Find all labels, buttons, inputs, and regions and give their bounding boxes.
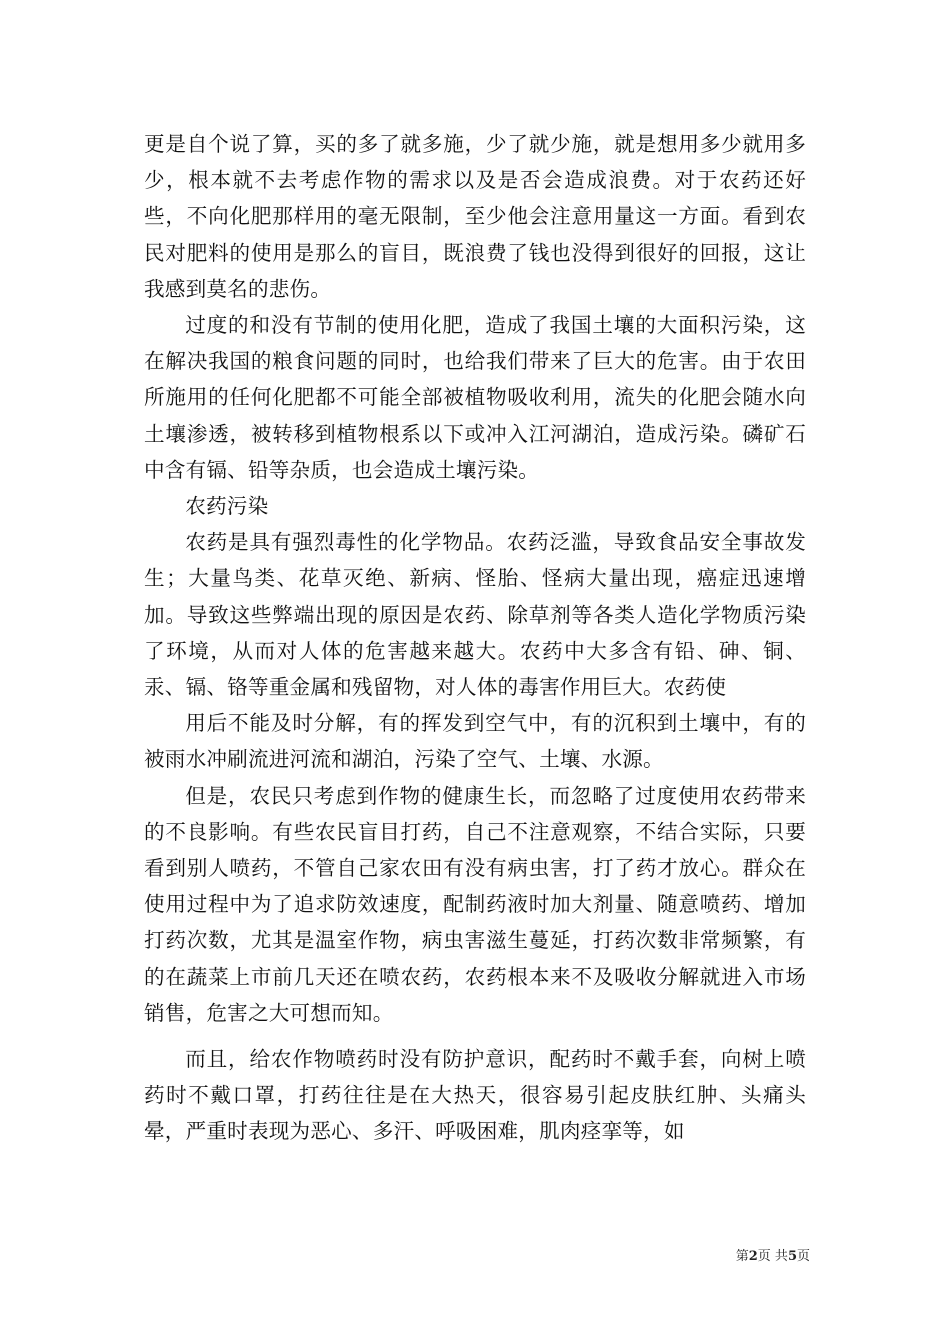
paragraph-3: 农药是具有强烈毒性的化学物品。农药泛滥，导致食品安全事故发生；大量鸟类、花草灭绝、新病、怪胎、怪病大量出现，癌症迅速增加。导致这些弊端出现的原因是农药、除草剂等各类人造化学物质污染了环境，从而对人体的危害越来越大。农药中大多含有铅、砷、铜、汞、镉、铬等重金属和残留物，对人体的毒害作用巨大。农药使 [144,530,806,700]
paragraph-2: 过度的和没有节制的使用化肥，造成了我国土壤的大面积污染，这在解决我国的粮食问题的同时，也给我们带来了巨大的危害。由于农田所施用的任何化肥都不可能全部被植物吸收利用，流失的化肥会随水向土壤渗透，被转移到植物根系以下或冲入江河湖泊，造成污染。磷矿石中含有镉、铅等杂质，也会造成土壤污染。 [144,313,806,482]
document-body [144,126,806,1150]
footer-total-pages: 5 [787,1249,797,1264]
paragraph-1: 更是自个说了算，买的多了就多施，少了就少施，就是想用多少就用多少，根本就不去考虑作物的需求以及是否会造成浪费。对于农药还好些，不向化肥那样用的毫无限制，至少他会注意用量这一方面。看到农民对肥料的使用是那么的盲目，既浪费了钱也没得到很好的回报，这让我感到莫名的悲伤。 [144,132,806,301]
page-number-footer [700,1249,810,1265]
paragraph-4: 用后不能及时分解，有的挥发到空气中，有的沉积到土壤中，有的被雨水冲刷流进河流和湖泊，污染了空气、土壤、水源。 [144,711,806,772]
footer-middle: 页 共 [757,1249,788,1264]
section-heading: 农药污染 [185,494,269,519]
footer-suffix: 页 [796,1249,810,1264]
paragraph-5: 但是，农民只考虑到作物的健康生长，而忽略了过度使用农药带来的不良影响。有些农民盲目打药，自己不注意观察，不结合实际，只要看到别人喷药，不管自己家农田有没有病虫害，打了药才放心。群众在使用过程中为了追求防效速度，配制药液时加大剂量、随意喷药、增加打药次数，尤其是温室作物，病虫害滋生蔓延，打药次数非常频繁，有的在蔬菜上市前几天还在喷农药，农药根本来不及吸收分解就进入市场销售，危害之大可想而知。 [144,783,806,1025]
footer-current-page: 2 [748,1249,758,1264]
paragraph-6: 而且，给农作物喷药时没有防护意识，配药时不戴手套，向树上喷药时不戴口罩，打药往往是在大热天，很容易引起皮肤红肿、头痛头晕，严重时表现为恶心、多汗、呼吸困难，肌肉痉挛等，如 [144,1047,806,1144]
footer-prefix: 第 [735,1249,749,1264]
